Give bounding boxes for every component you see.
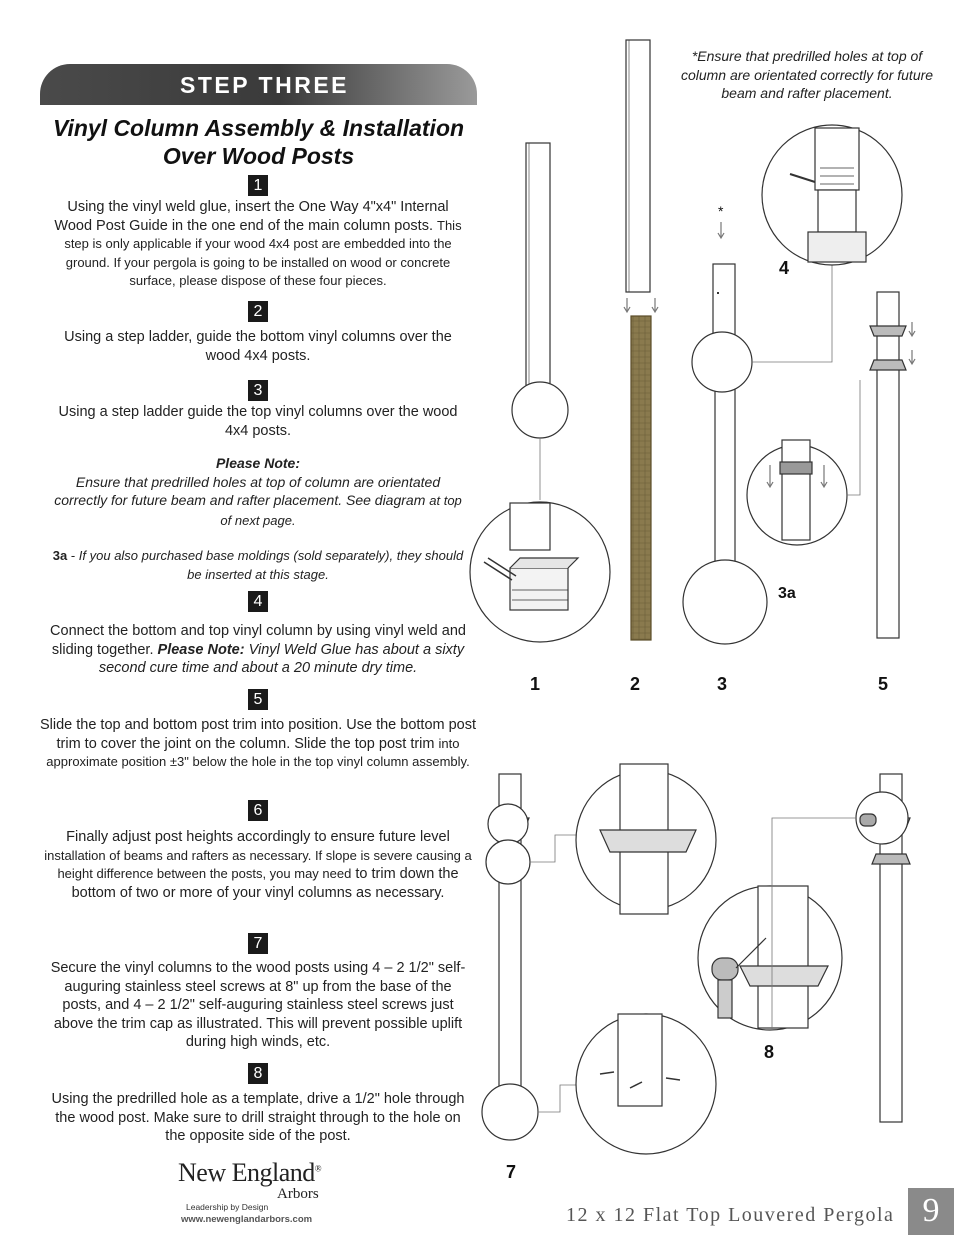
please-note-text-small: at top of next page.	[220, 493, 462, 528]
page-title: Vinyl Column Assembly & Installation Over Wood Posts	[52, 115, 465, 169]
step-6-main-2: to trim down the bottom of two or more of your vinyl columns as necessary.	[71, 866, 459, 901]
note-3a-label: 3a	[52, 548, 68, 563]
step-1-sub: This step is only applicable if your wood 4x4 post are embedded into the ground. If your pergola is going to be installed on wood or concrete surface, please dispose of these four pieces.	[64, 217, 462, 289]
figure-2-columns	[624, 40, 658, 640]
step-4-note-label: Please Note:	[157, 641, 245, 658]
figure-label-1: 1	[530, 674, 541, 694]
logo-name: New England®	[178, 1158, 322, 1187]
figure-3-detail	[692, 332, 752, 392]
note-3a-sep: -	[67, 548, 79, 563]
logo-url: www.newenglandarbors.com	[181, 1214, 313, 1225]
step-4-main: Connect the bottom and top vinyl column by using vinyl weld and sliding together.	[50, 623, 466, 658]
step-number-1: 1	[248, 175, 268, 196]
step-2-text: Using a step ladder, guide the bottom vinyl columns over the wood 4x4 posts.	[64, 329, 452, 364]
asterisk-marker: *	[718, 203, 724, 219]
figure-1-column	[518, 143, 550, 422]
step-number-3: 3	[248, 380, 268, 401]
step-number-4: 4	[248, 591, 268, 612]
figure-5-column	[870, 292, 915, 638]
note-3a-text: If you also purchased base moldings (sold separately), they should be inserted at this stage.	[78, 548, 464, 582]
figure-7-detail-mid	[486, 840, 530, 884]
step-5-main: Slide the top and bottom post trim into position. Use the bottom post trim to cover the joint on the column. Slide the top post trim	[39, 717, 477, 752]
step-6-main: Finally adjust post heights accordingly to ensure future level	[66, 829, 450, 845]
figure-7-detail-top	[488, 804, 528, 844]
figure-label-3a: 3a	[778, 585, 796, 602]
figure-label-4: 4	[779, 258, 790, 278]
step-number-2: 2	[248, 301, 268, 322]
step-6-sub: installation of beams and rafters as necessary. If slope is severe causing a height difference between the posts, you may need	[44, 847, 472, 882]
step-4-note: Vinyl Weld Glue has about a sixty second cure time and about a 20 minute dry time.	[98, 641, 465, 677]
logo-reg: ®	[314, 1163, 322, 1174]
figure-3a-detail	[683, 560, 767, 644]
figure-label-8: 8	[764, 1042, 775, 1062]
step-3-text: Using a step ladder guide the top vinyl columns over the wood 4x4 posts.	[58, 404, 458, 439]
figure-1-detail-small	[512, 382, 568, 438]
figure-label-3: 3	[717, 674, 728, 694]
footer-title: 12 x 12 Flat Top Louvered Pergola	[566, 1204, 895, 1226]
step-number-8: 8	[248, 1063, 268, 1084]
figure-label-2: 2	[630, 674, 641, 694]
please-note-label: Please Note:	[215, 455, 301, 471]
step-7-text: Secure the vinyl columns to the wood posts using 4 – 2 1/2" self-auguring stainless steel screws at 8" up from the base of the posts, and 4 – 2 1/2" self-auguring stainless steel screws just above the trim cap as illustrated. This will prevent possible uplift during high winds, etc.	[50, 960, 466, 1051]
logo-sub: Arbors	[277, 1186, 319, 1202]
step-8-text: Using the predrilled hole as a template, drive a 1/2" hole through the wood post. Make sure to drill straight through to the hole on the opposite side of the post.	[51, 1091, 465, 1145]
step-number-7: 7	[248, 933, 268, 954]
step-number-6: 6	[248, 800, 268, 821]
figure-7-detail-base	[482, 1084, 538, 1140]
step-number-5: 5	[248, 689, 268, 710]
figure-label-7: 7	[506, 1162, 517, 1182]
step-5-sub: into approximate position ±3" below the hole in the top vinyl column assembly.	[46, 735, 470, 770]
page-number: 9	[908, 1188, 954, 1235]
logo-tagline: Leadership by Design	[186, 1202, 269, 1212]
step-1-main: Using the vinyl weld glue, insert the One Way 4"x4" Internal Wood Post Guide in the one end of the main column posts.	[54, 199, 449, 234]
step-banner-text: STEP THREE	[180, 72, 349, 98]
please-note-text: Ensure that predrilled holes at top of column are orientated correctly for future beam and rafter placement. See diagram	[54, 473, 441, 509]
top-note: *Ensure that predrilled holes at top of column are orientated correctly for future beam and rafter placement.	[680, 48, 934, 101]
figure-label-5: 5	[878, 674, 889, 694]
